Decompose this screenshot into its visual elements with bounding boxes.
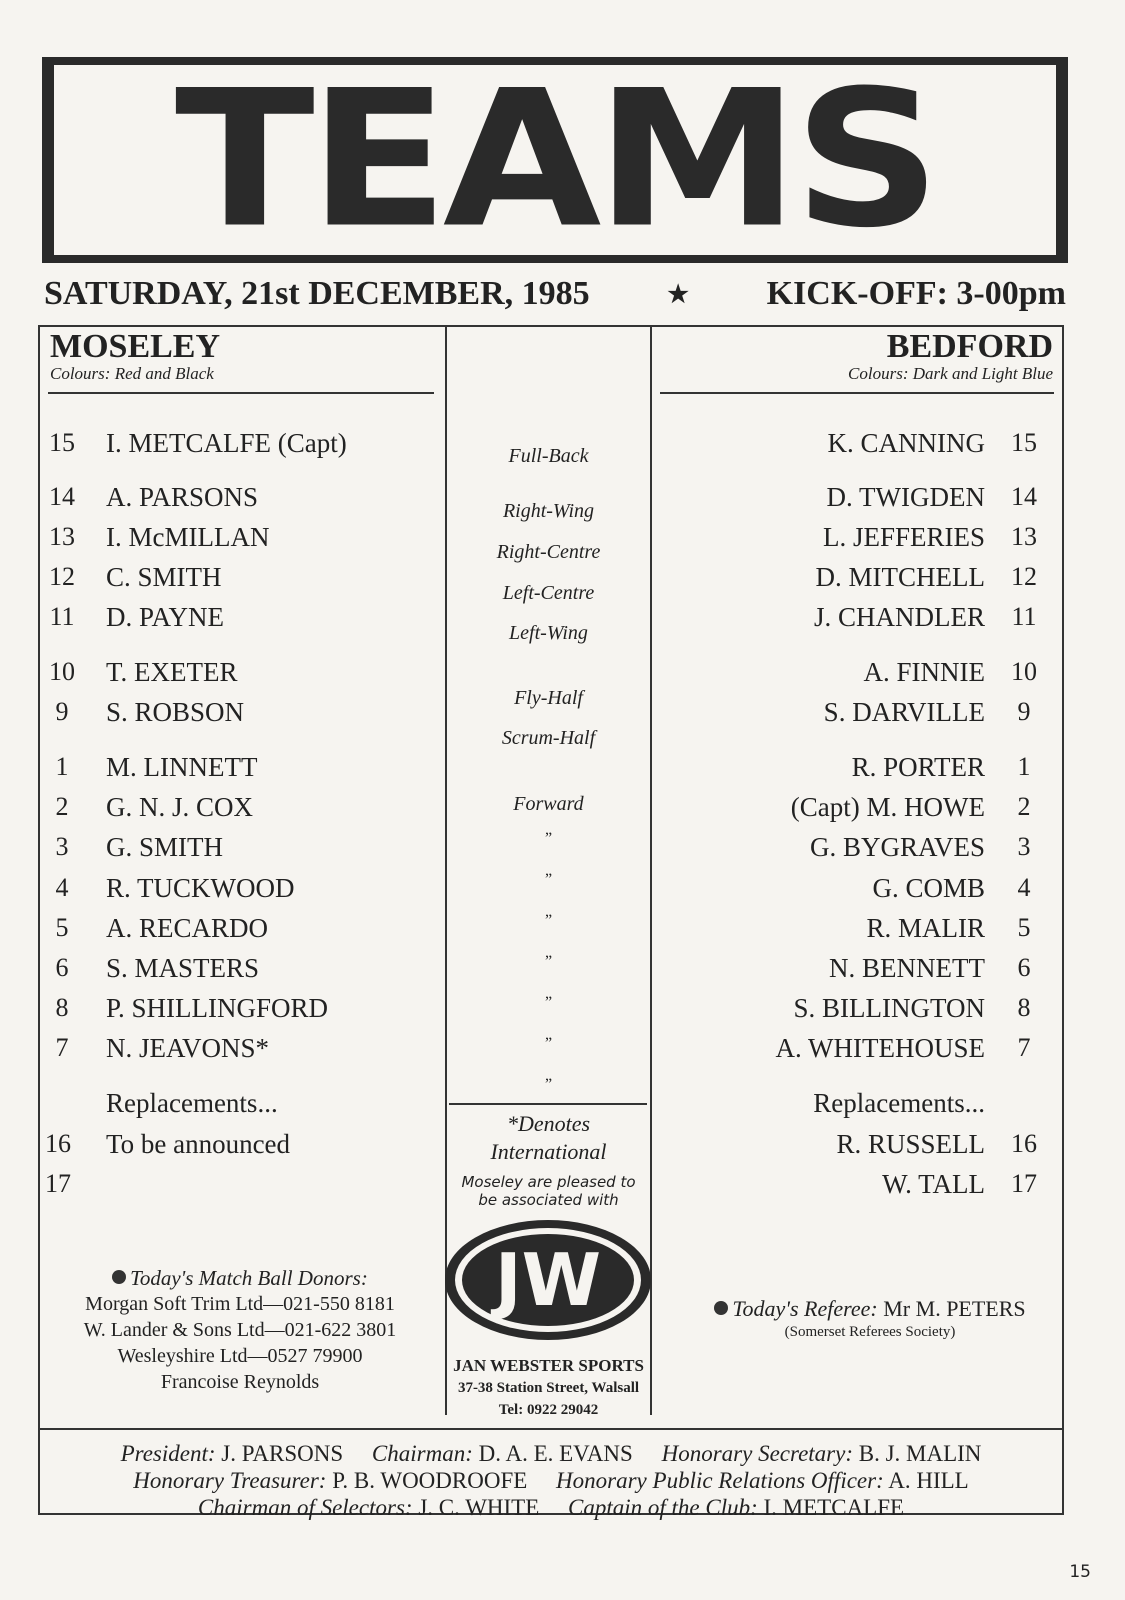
officials-line-1 [38, 1441, 1064, 1467]
position-forward: Forward [513, 793, 584, 815]
away-player-number: 4 [1017, 873, 1031, 902]
away-player-name: R. MALIR [866, 913, 985, 943]
ditto-mark: ” [544, 994, 553, 1011]
home-replacement-number: 17 [45, 1169, 71, 1198]
home-player-number: 3 [55, 832, 69, 861]
away-player-number: 2 [1017, 792, 1031, 821]
jw-logo [440, 1215, 657, 1345]
home-player-name: G. SMITH [106, 832, 224, 862]
match-date: SATURDAY, 21st DECEMBER, 1985 [44, 275, 590, 312]
away-player-number: 3 [1017, 832, 1031, 861]
chairman-label: Chairman: [371, 1441, 473, 1466]
donor-line: Francoise Reynolds [160, 1371, 320, 1393]
home-player-name: S. ROBSON [106, 697, 245, 727]
away-player-number: 15 [1011, 428, 1037, 457]
home-player-name: T. EXETER [106, 657, 238, 687]
away-player-name: A. FINNIE [863, 657, 985, 687]
referee-name: Mr M. PETERS [883, 1296, 1026, 1321]
ball-donors-label-row [40, 1265, 440, 1291]
association-note [445, 1173, 652, 1209]
ditto-mark: ” [544, 1035, 553, 1052]
home-player-number: 13 [49, 522, 75, 551]
ball-donors [40, 1265, 440, 1395]
position-full-back: Full-Back [508, 445, 589, 467]
middle-divider [449, 1103, 647, 1105]
away-player-name: D. MITCHELL [815, 562, 985, 592]
away-replacements-label: Replacements... [813, 1088, 985, 1118]
referee-society: (Somerset Referees Society) [784, 1324, 956, 1340]
home-player-name: N. JEAVONS* [106, 1033, 270, 1063]
sponsor-address: 37-38 Station Street, Walsall [457, 1380, 640, 1396]
home-player-name: I. McMILLAN [106, 522, 270, 552]
pr-name: A. HILL [888, 1468, 969, 1493]
international-note [445, 1110, 652, 1166]
away-player-name: (Capt) M. HOWE [790, 792, 985, 822]
match-dateline [44, 275, 1066, 313]
away-replacement-number: 16 [1011, 1129, 1037, 1158]
away-player-name: A. WHITEHOUSE [775, 1033, 985, 1063]
association-line: Moseley are pleased to [461, 1173, 636, 1191]
home-player-number: 4 [55, 873, 69, 902]
secretary-label: Honorary Secretary: [661, 1441, 853, 1466]
home-replacements-label: Replacements... [106, 1088, 278, 1118]
international-line: International [490, 1139, 607, 1164]
officials-divider [38, 1428, 1064, 1430]
selectors-label: Chairman of Selectors: [197, 1495, 413, 1520]
chairman-name: D. A. E. EVANS [478, 1441, 633, 1466]
home-player-number: 8 [55, 993, 69, 1022]
treasurer-name: P. B. WOODROOFE [332, 1468, 528, 1493]
home-player-name: S. MASTERS [106, 953, 260, 983]
banner-title: TEAMS [174, 50, 936, 270]
home-player-number: 2 [55, 792, 69, 821]
logo-text: JW [494, 1238, 602, 1322]
bullet-icon [714, 1301, 728, 1315]
home-player-name: C. SMITH [106, 562, 222, 592]
donor-line: Wesleyshire Ltd—0527 79900 [117, 1345, 363, 1367]
away-player-name: K. CANNING [827, 428, 985, 458]
away-replacement-number: 17 [1011, 1169, 1037, 1198]
home-player-name: A. RECARDO [106, 913, 269, 943]
away-replacement-name: R. RUSSELL [836, 1129, 985, 1159]
home-player-number: 7 [55, 1033, 69, 1062]
home-player-number: 9 [55, 697, 69, 726]
ditto-mark: ” [544, 830, 553, 847]
home-player-number: 6 [55, 953, 69, 982]
home-player-number: 12 [49, 562, 75, 591]
pr-label: Honorary Public Relations Officer: [556, 1468, 884, 1493]
home-player-name: A. PARSONS [106, 482, 259, 512]
away-team-name: BEDFORD [886, 328, 1053, 365]
away-player-number: 6 [1017, 953, 1031, 982]
ditto-mark: ” [544, 1076, 553, 1093]
away-player-number: 7 [1017, 1033, 1031, 1062]
ditto-mark: ” [544, 953, 553, 970]
page-number: 15 [1069, 1562, 1091, 1582]
association-line: be associated with [478, 1191, 619, 1209]
sponsor-tel: Tel: 0922 29042 [498, 1402, 599, 1418]
teams-banner [42, 50, 1068, 270]
position-fly-half: Fly-Half [514, 687, 583, 709]
home-colours: Colours: Red and Black [50, 364, 214, 383]
donor-line: W. Lander & Sons Ltd—021-622 3801 [83, 1319, 397, 1341]
selectors-name: J. C. WHITE [418, 1495, 540, 1520]
sponsor-block [420, 1355, 677, 1421]
home-player-number: 15 [49, 428, 75, 457]
home-player-number: 11 [49, 602, 75, 631]
home-divider [48, 392, 434, 394]
home-player-name: M. LINNETT [106, 752, 258, 782]
secretary-name: B. J. MALIN [858, 1441, 982, 1466]
away-player-name: S. DARVILLE [823, 697, 985, 727]
away-player-name: G. BYGRAVES [809, 832, 985, 862]
away-player-number: 5 [1017, 913, 1031, 942]
away-player-name: S. BILLINGTON [793, 993, 985, 1023]
bullet-icon [112, 1270, 126, 1284]
home-team-name: MOSELEY [50, 328, 221, 365]
away-player-name: D. TWIGDEN [826, 482, 985, 512]
away-divider [660, 392, 1054, 394]
home-player-name: I. METCALFE (Capt) [106, 428, 347, 458]
ditto-mark: ” [544, 912, 553, 929]
home-player-number: 10 [49, 657, 75, 686]
away-replacement-name: W. TALL [882, 1169, 985, 1199]
home-player-name: D. PAYNE [106, 602, 225, 632]
ditto-mark: ” [544, 871, 553, 888]
away-player-number: 12 [1011, 562, 1037, 591]
denotes-line: *Denotes [506, 1111, 591, 1136]
home-replacement-name: To be announced [106, 1129, 291, 1159]
away-player-name: L. JEFFERIES [822, 522, 985, 552]
home-player-number: 1 [55, 752, 69, 781]
home-player-number: 14 [49, 482, 75, 511]
kickoff-time: KICK-OFF: 3-00pm [766, 275, 1066, 312]
donor-line: Morgan Soft Trim Ltd—021-550 8181 [85, 1293, 395, 1315]
away-player-number: 11 [1011, 602, 1037, 631]
position-scrum-half: Scrum-Half [501, 727, 596, 749]
home-replacement-number: 16 [45, 1129, 71, 1158]
officials-line-3 [38, 1495, 1064, 1521]
away-player-number: 10 [1011, 657, 1037, 686]
referee-info [680, 1296, 1060, 1341]
away-colours: Colours: Dark and Light Blue [848, 364, 1053, 383]
away-player-number: 13 [1011, 522, 1037, 551]
away-player-number: 9 [1017, 697, 1031, 726]
away-player-number: 1 [1017, 752, 1031, 781]
president-label: President: [120, 1441, 216, 1466]
captain-name: I. METCALFE [763, 1495, 905, 1520]
star-icon: ★ [667, 281, 689, 308]
position-right-centre: Right-Centre [496, 541, 601, 563]
away-player-name: J. CHANDLER [813, 602, 985, 632]
away-player-number: 8 [1017, 993, 1031, 1022]
position-right-wing: Right-Wing [502, 500, 595, 522]
away-player-name: R. PORTER [851, 752, 985, 782]
away-player-name: G. COMB [872, 873, 985, 903]
officials-line-2 [38, 1468, 1064, 1494]
position-left-centre: Left-Centre [502, 582, 595, 604]
treasurer-label: Honorary Treasurer: [133, 1468, 327, 1493]
away-player-name: N. BENNETT [829, 953, 985, 983]
home-player-number: 5 [55, 913, 69, 942]
home-player-name: G. N. J. COX [106, 792, 254, 822]
sponsor-name: JAN WEBSTER SPORTS [453, 1356, 644, 1375]
position-left-wing: Left-Wing [509, 622, 588, 644]
ball-donors-label: Today's Match Ball Donors: [130, 1266, 368, 1290]
president-name: J. PARSONS [221, 1441, 344, 1466]
home-player-name: P. SHILLINGFORD [106, 993, 329, 1023]
home-player-name: R. TUCKWOOD [106, 873, 295, 903]
referee-label: Today's Referee: [732, 1296, 878, 1321]
referee-line [680, 1296, 1060, 1322]
captain-label: Captain of the Club: [568, 1495, 758, 1520]
away-player-number: 14 [1011, 482, 1037, 511]
